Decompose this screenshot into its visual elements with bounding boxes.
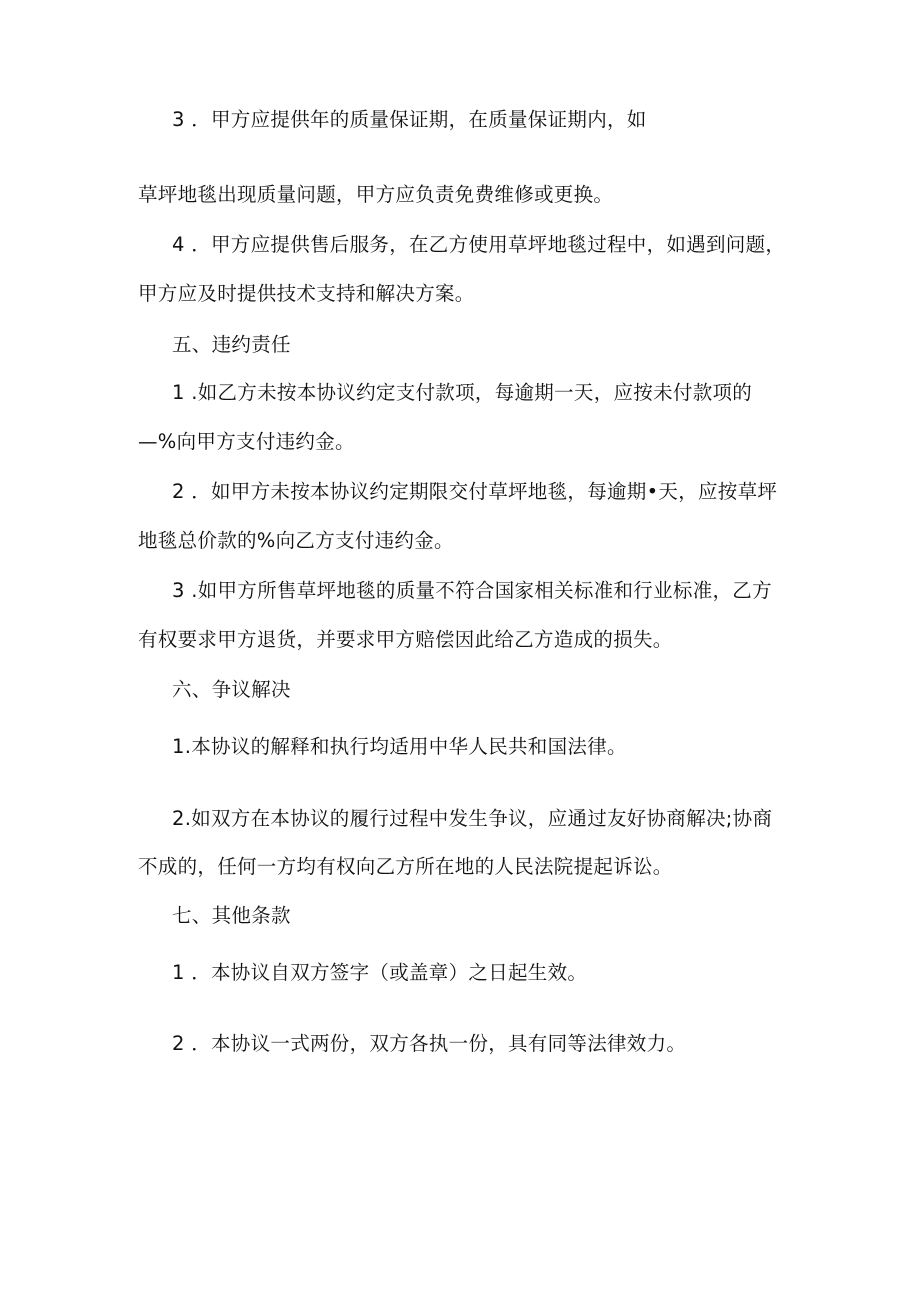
other-clause-1: 1 ．本协议自双方签字（或盖章）之日起生效。: [172, 961, 588, 984]
section-heading-breach: 五、违约责任: [172, 333, 291, 356]
dispute-clause-2-cont: 不成的，任何一方均有权向乙方所在地的人民法院提起诉讼。: [138, 855, 673, 878]
section-heading-other-terms: 七、其他条款: [172, 904, 291, 927]
breach-clause-1: 1 .如乙方未按本协议约定支付款项，每逾期一天，应按未付款项的: [172, 381, 753, 404]
breach-clause-2: 2 ．如甲方未按本协议约定期限交付草坪地毯，每逾期•天，应按草坪: [172, 480, 778, 503]
dispute-clause-1: 1.本协议的解释和执行均适用中华人民共和国法律。: [172, 735, 627, 758]
clause-4-after-sales-cont: 甲方应及时提供技术支持和解决方案。: [138, 282, 475, 305]
breach-clause-3-cont: 有权要求甲方退货，并要求甲方赔偿因此给乙方造成的损失。: [138, 628, 673, 651]
clause-3-quality-warranty-cont: 草坪地毯出现质量问题，甲方应负责免费维修或更换。: [138, 183, 614, 206]
clause-4-after-sales: 4 ．甲方应提供售后服务，在乙方使用草坪地毯过程中，如遇到问题，: [172, 233, 786, 256]
dispute-clause-2: 2.如双方在本协议的履行过程中发生争议，应通过友好协商解决;协商: [172, 807, 773, 830]
clause-3-quality-warranty: 3 ．甲方应提供年的质量保证期，在质量保证期内，如: [172, 108, 647, 131]
breach-clause-3: 3 .如甲方所售草坪地毯的质量不符合国家相关标准和行业标准，乙方: [172, 579, 772, 602]
breach-clause-1-cont: —%向甲方支付违约金。: [138, 430, 355, 453]
other-clause-2: 2 ．本协议一式两份，双方各执一份，具有同等法律效力。: [172, 1032, 687, 1055]
section-heading-dispute: 六、争议解决: [172, 678, 291, 701]
breach-clause-2-cont: 地毯总价款的%向乙方支付违约金。: [138, 529, 454, 552]
